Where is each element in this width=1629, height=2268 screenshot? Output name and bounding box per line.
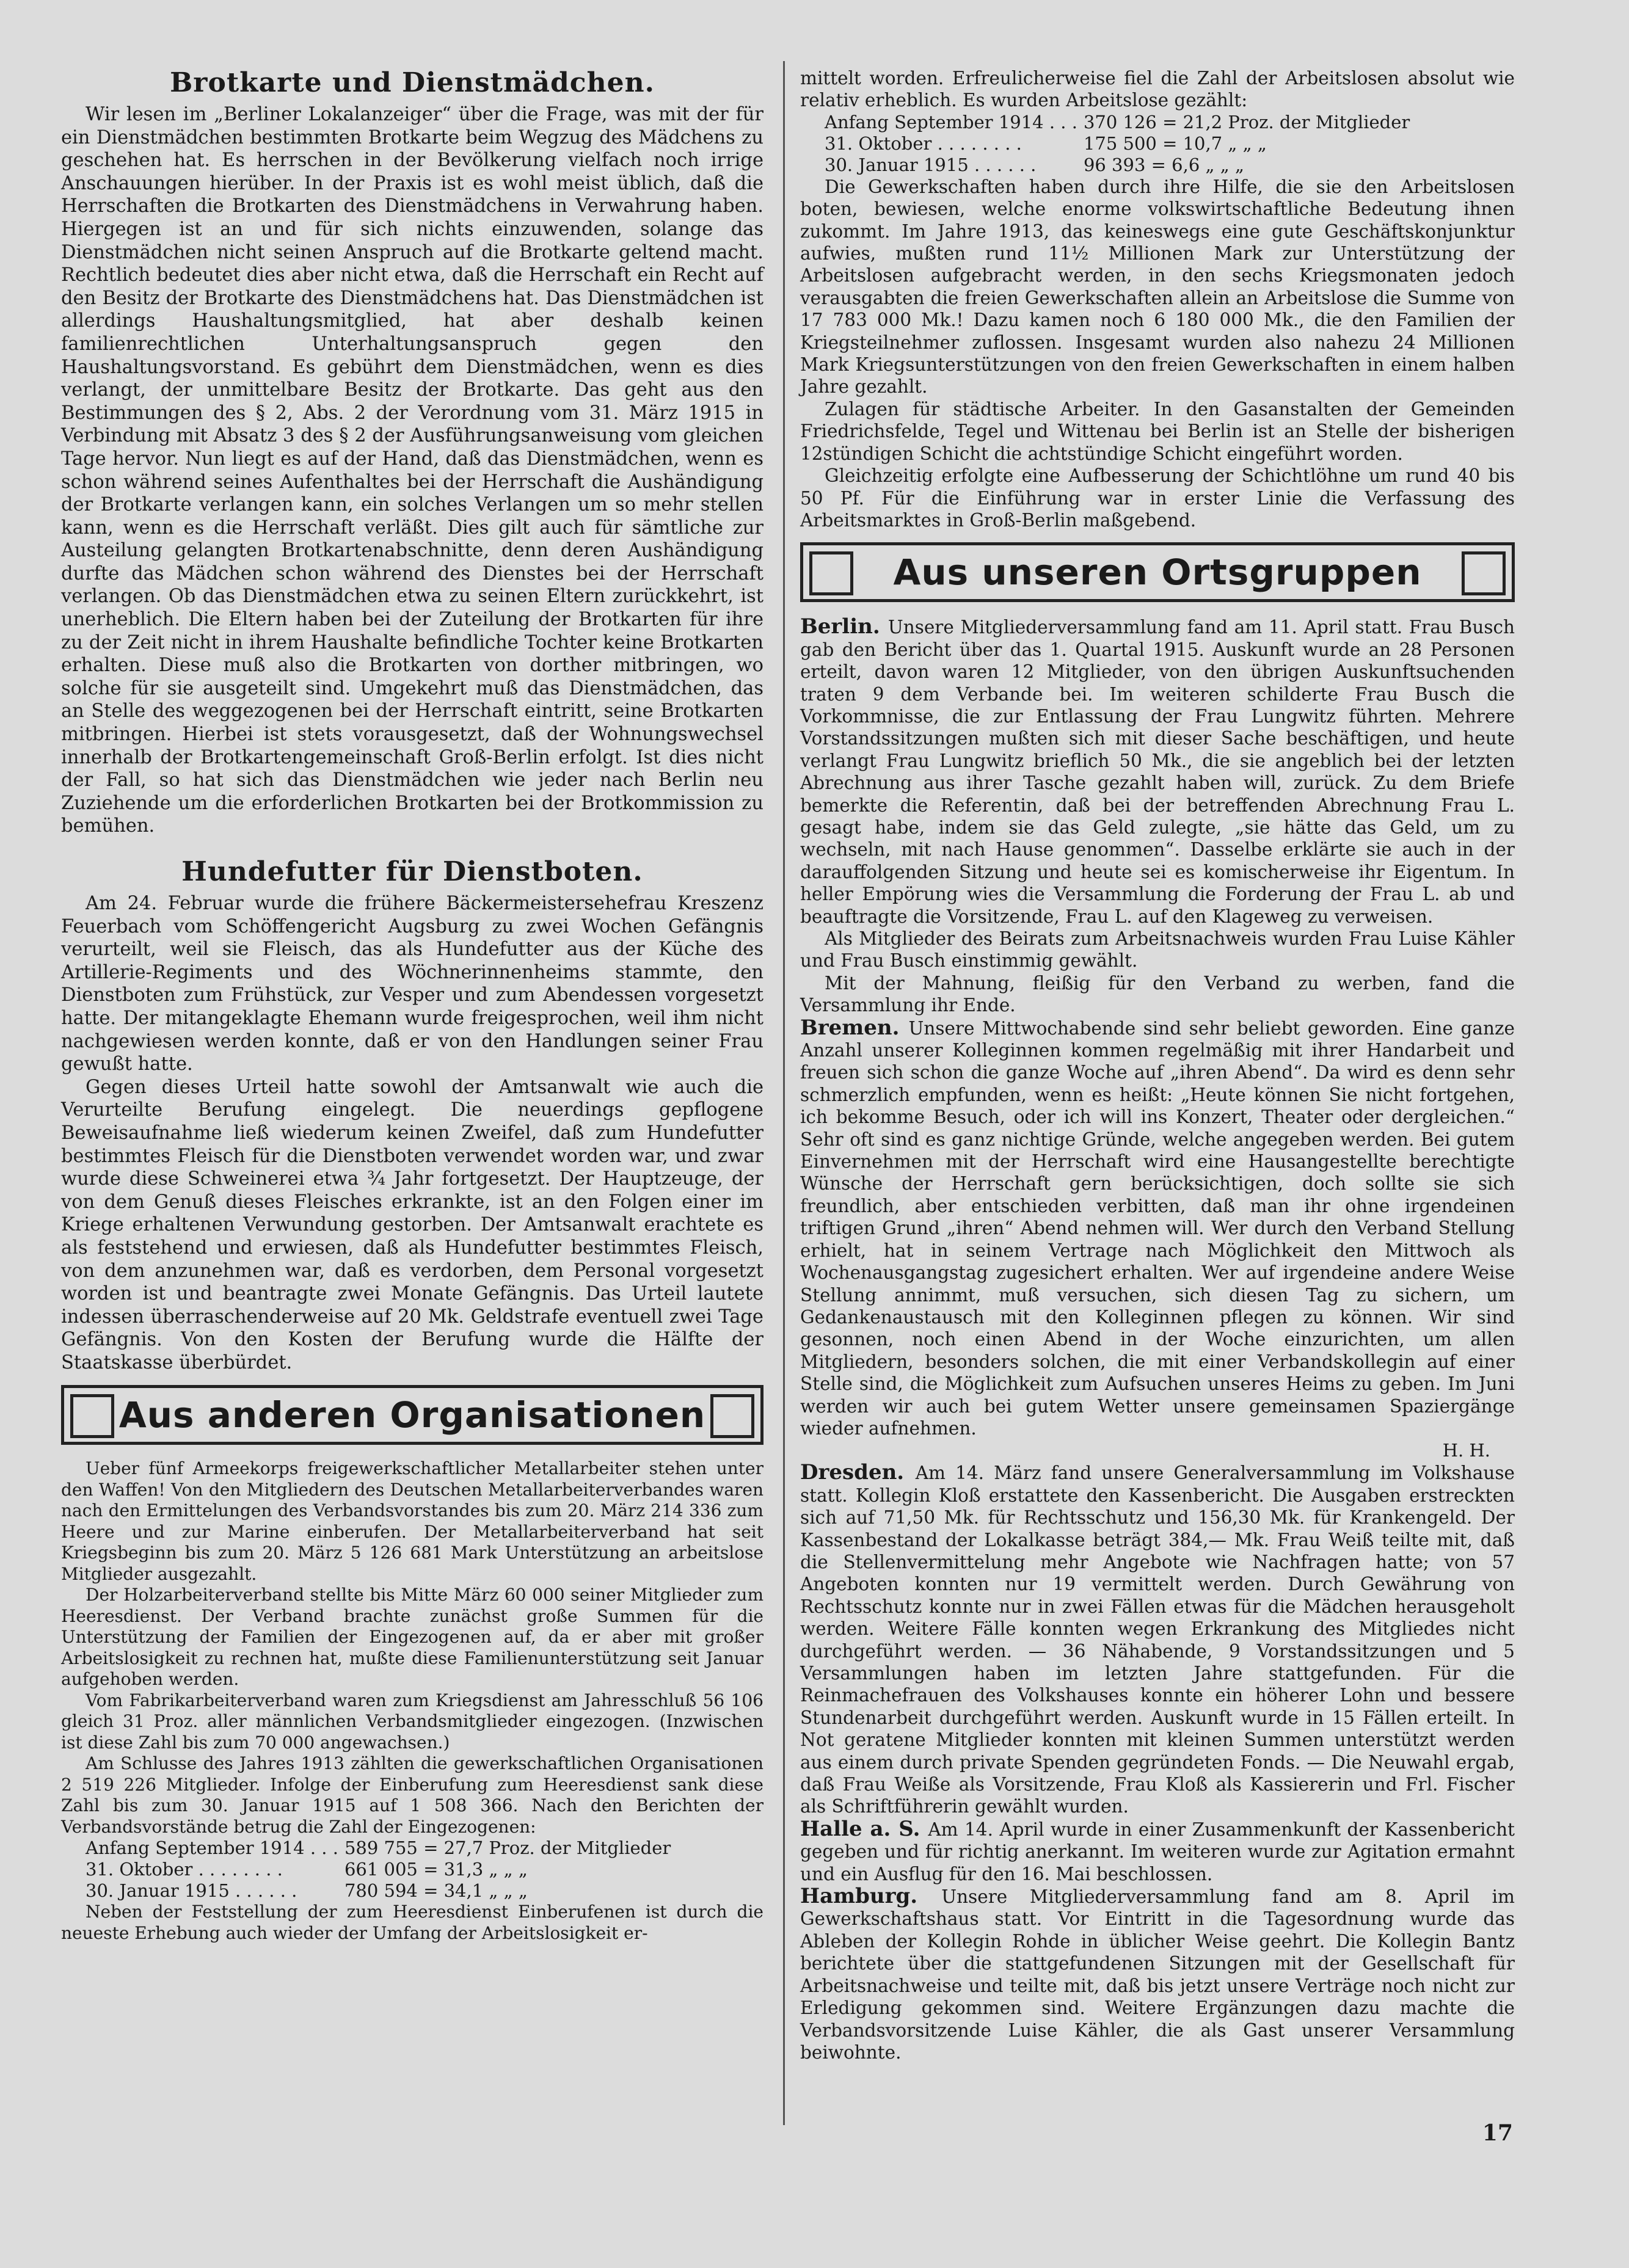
table-row bbox=[86, 1837, 677, 1859]
article-paragraph: Ueber fünf Armeekorps freigewerkschaftlicher Metallarbeiter stehen unter den Waffen! Von den Mitgliedern des Deutschen Metallarbeiterverbandes waren nach den Ermittelungen des Verbandsvorstandes bis zum 20. März 214 336 zum Heere und zur Marine einberufen. Der Metallarbeiterverband hat seit Kriegsbeginn bis zum 20. März 5 126 681 Mark Unterstützung an arbeitslose Mitglieder ausgezahlt. bbox=[61, 1458, 763, 1584]
article-title-hundefutter: Hundefutter für Dienstboten. bbox=[181, 856, 643, 887]
report-dresden bbox=[800, 1461, 1515, 1818]
signature-initials: H. H. bbox=[1442, 1440, 1490, 1461]
article-title-brotkarte: Brotkarte und Dienstmädchen. bbox=[170, 67, 655, 98]
place-heading: Berlin. bbox=[800, 614, 888, 639]
article-paragraph: Am Schlusse des Jahres 1913 zählten die gewerkschaftlichen Organisationen 2 519 226 Mitglieder. Infolge der Einberufung zum Heeresdienst sank diese Zahl bis zum 30. Januar 1915 auf 1 508 366. Nach den Berichten der Verbandsvorstände betrug die Zahl der Eingezogenen: bbox=[61, 1753, 763, 1837]
table-cell: 370 126 = 21,2 Proz. der Mitglieder bbox=[1083, 111, 1410, 133]
stats-table-eingezogene bbox=[86, 1837, 677, 1902]
table-cell: 31. Oktober . . . . . . . . bbox=[86, 1859, 283, 1880]
stats-table-arbeitslose bbox=[825, 112, 1416, 176]
table-cell: 31. Oktober . . . . . . . . bbox=[825, 133, 1022, 154]
table-row bbox=[86, 1859, 677, 1880]
place-heading: Bremen. bbox=[800, 1015, 909, 1040]
banner-title: Aus unseren Ortsgruppen bbox=[893, 551, 1422, 594]
report-text: Unsere Mitgliederversammlung fand am 8. April im Gewerkschaftshaus statt. Vor Eintritt in die Tagesordnung wurde das Ableben der Kollegin Rohde in üblicher Weise geehrt. Die Kollegin Bantz berichtete über die stattgefundenen Sitzungen mit der Gesellschaft für Arbeitsnachweise und teilte mit, daß bis jetzt unsere Verträge noch nicht zur Erledigung gekommen sind. Weitere Ergänzungen dazu machte die Verbandsvorsitzende Luise Kähler, die als Gast unserer Versammlung beiwohnte. bbox=[800, 1886, 1515, 2063]
org-news bbox=[61, 1458, 763, 1944]
article-paragraph: Zulagen für städtische Arbeiter. In den Gasanstalten der Gemeinden Friedrichsfelde, Tegel und Wittenau bei Berlin ist an Stelle der bisherigen 12stündigen Schicht die achtstündige Schicht eingeführt worden. bbox=[800, 398, 1515, 464]
left-column bbox=[61, 67, 763, 1944]
page-number: 17 bbox=[1482, 2120, 1513, 2146]
table-row bbox=[86, 1880, 677, 1902]
article-paragraph: Mit der Mahnung, fleißig für den Verband zu werben, fand die Versammlung ihr Ende. bbox=[800, 972, 1515, 1016]
table-cell: 96 393 = 6,6 „ „ „ bbox=[1083, 154, 1244, 175]
article-paragraph: Die Gewerkschaften haben durch ihre Hilfe, die sie den Arbeitslosen boten, bewiesen, welche enorme volkswirtschaftliche Bedeutung ihnen zukommt. Im Jahre 1913, das keineswegs eine gute Geschäftskonjunktur aufwies, mußten rund 11½ Millionen Mark zur Unterstützung der Arbeitslosen aufgebracht werden, in den sechs Kriegsmonaten jedoch verausgabten die freien Gewerkschaften allein an Arbeitslose die Summe von 17 783 000 Mk.! Dazu kamen noch 6 180 000 Mk., die den Familien der Kriegsteilnehmer zuflossen. Insgesamt wurden also nahezu 24 Millionen Mark Kriegsunterstützungen von den freien Gewerkschaften in einem halben Jahre gezahlt. bbox=[800, 176, 1515, 398]
table-cell: 175 500 = 10,7 „ „ „ bbox=[1083, 133, 1267, 154]
section-banner-ortsgruppen bbox=[800, 542, 1515, 602]
report-bremen bbox=[800, 1017, 1515, 1440]
article-paragraph: Der Holzarbeiterverband stellte bis Mitte März 60 000 seiner Mitglieder zum Heeresdienst. Der Verband brachte zunächst große Summen für die Unterstützung der Familien der Eingezogenen auf, da er aber mit großer Arbeitslosigkeit zu rechnen hat, mußte diese Familienunterstützung seit Januar aufgehoben werden. bbox=[61, 1585, 763, 1690]
table-cell: 30. Januar 1915 . . . . . . bbox=[825, 154, 1037, 175]
table-cell: Anfang September 1914 . . . bbox=[86, 1837, 338, 1859]
article-paragraph: Vom Fabrikarbeiterverband waren zum Kriegsdienst am Jahresschluß 56 106 gleich 31 Proz. aller männlichen Verbandsmitglieder eingezogen. (Inzwischen ist diese Zahl bis zum 70 000 angewachsen.) bbox=[61, 1690, 763, 1753]
article-paragraph: Am 24. Februar wurde die frühere Bäckermeistersehefrau Kreszenz Feuerbach vom Schöffengericht Augsburg zu zwei Wochen Gefängnis verurteilt, weil sie Fleisch, das als Hundefutter aus der Küche des Artillerie-Regiments und des Wöchnerinnenheims stammte, den Dienstboten zum Frühstück, zur Vesper und zum Abendessen vorgesetzt hatte. Der mitangeklagte Ehemann wurde freigesprochen, weil ihm nicht nachgewiesen werden konnte, daß er von den Handlungen seiner Frau gewußt hatte. bbox=[61, 893, 763, 1075]
report-hamburg bbox=[800, 1885, 1515, 2063]
section-banner-andere-organisationen bbox=[61, 1385, 763, 1445]
place-heading: Halle a. S. bbox=[800, 1816, 928, 1841]
report-text: Unsere Mitgliederversammlung fand am 11. April statt. Frau Busch gab den Bericht über das 1. Quartal 1915. Auskunft wurde an 28 Personen erteilt, davon waren 12 Mitglieder, von den übrigen Auskunftsuchenden traten 9 dem Verbande bei. Im weiteren schilderte Frau Busch die Vorkommnisse, die zur Entlassung der Frau Lungwitz führten. Mehrere Vorstandssitzungen mußten sich mit dieser Sache beschäftigen, und heute verlangt Frau Lungwitz brieflich 50 Mk., die sie angeblich bei der letzten Abrechnung aus ihrer Tasche gezahlt haben will, zurück. Zu dem Briefe bemerkte die Referentin, daß bei der betreffenden Abrechnung Frau L. gesagt habe, indem sie das Geld zulegte, „sie hätte das Geld, um zu wechseln, mit nach Hause genommen“. Dasselbe erklärte sie auch in der darauffolgenden Sitzung und heute sei es komischerweise ihr Eigentum. In heller Empörung wies die Versammlung die Forderung der Frau L. ab und beauftragte die Vorsitzende, Frau L. auf den Klageweg zu verweisen. bbox=[800, 617, 1515, 927]
table-cell: 30. Januar 1915 . . . . . . bbox=[86, 1880, 297, 1902]
column-divider bbox=[783, 61, 785, 2125]
report-text: Unsere Mittwochabende sind sehr beliebt geworden. Eine ganze Anzahl unserer Kolleginnen kommen regelmäßig mit ihrer Handarbeit und freuen sich schon die ganze Woche auf „ihren Abend“. Da wird es denn sehr schmerzlich empfunden, wenn es heißt: „Heute können Sie nicht fortgehen, ich bekomme Besuch, oder ich will ins Konzert, Theater oder dergleichen.“ Sehr oft sind es ganz nichtige Gründe, welche angegeben werden. Bei gutem Einvernehmen mit der Herrschaft wird eine Hausangestellte berechtigte Wünsche der Herrschaft gern berücksichtigen, doch sollte sie sich freundlich, aber entschieden verbitten, daß man ihr ohne irgendeinen triftigen Grund „ihren“ Abend nehmen will. Wer durch den Verband Stellung erhielt, hat in seinem Vertrage nach Möglichkeit den Mittwoch als Wochenausgangstag zugesichert erhalten. Wer auf irgendeine andere Weise Stellung annimmt, muß versuchen, sich diesen Tag zu sichern, um Gedankenaustausch mit den Kolleginnen pflegen zu können. Wir sind gesonnen, noch einen Abend in der Woche einzurichten, um allen Mitgliedern, besonders solchen, die mit einer Verbandskollegin auf einer Stelle sind, die Möglichkeit zum Aufsuchen unseres Heims zu geben. Im Juni werden wir auch bei gutem Wetter unsere gemeinsamen Spaziergänge wieder aufnehmen. bbox=[800, 1017, 1515, 1439]
table-cell: Anfang September 1914 . . . bbox=[825, 111, 1077, 133]
report-halle bbox=[800, 1818, 1515, 1885]
report-berlin bbox=[800, 616, 1515, 928]
article-paragraph: Gleichzeitig erfolgte eine Aufbesserung der Schichtlöhne um rund 40 bis 50 Pf. Für die Einführung war in erster Linie die Verfassung des Arbeitsmarktes in Groß-Berlin maßgebend. bbox=[800, 465, 1515, 531]
article-paragraph: Neben der Feststellung der zum Heeresdienst Einberufenen ist durch die neueste Erhebung auch wieder der Umfang der Arbeitslosigkeit er- bbox=[61, 1902, 763, 1943]
article-body-brotkarte: Wir lesen im „Berliner Lokalanzeiger“ über die Frage, was mit der für ein Dienstmädchen bestimmten Brotkarte beim Wegzug des Mädchens zu geschehen hat. Es herrschen in der Bevölkerung vielfach noch irrige Anschauungen hierüber. In der Praxis ist es wohl meist üblich, daß die Herrschaften die Brotkarten des Dienstmädchens in Verwahrung haben. Hiergegen ist an und für sich nichts einzuwenden, solange das Dienstmädchen nicht seinen Anspruch auf die Brotkarte geltend macht. Rechtlich bedeutet dies aber nicht etwa, daß die Herrschaft ein Recht auf den Besitz der Brotkarte des Dienstmädchens hat. Das Dienstmädchen ist allerdings Haushaltungsmitglied, hat aber deshalb keinen familienrechtlichen Unterhaltungsanspruch gegen den Haushaltungsvorstand. Es gebührt dem Dienstmädchen, wenn es dies verlangt, der unmittelbare Besitz der Brotkarte. Das geht aus den Bestimmungen des § 2, Abs. 2 der Verordnung vom 31. März 1915 in Verbindung mit Absatz 3 des § 2 der Ausführungsanweisung vom gleichen Tage hervor. Nun liegt es auf der Hand, daß das Dienstmädchen, wenn es schon während seines Aufenthaltes bei der Herrschaft die Aushändigung der Brotkarte verlangen kann, ein solches Verlangen um so mehr stellen kann, wenn es die Herrschaft verläßt. Dies gilt auch für sämtliche zur Austeilung gelangten Brotkartenabschnitte, denn deren Aushändigung durfte das Mädchen schon während des Dienstes bei der Herrschaft verlangen. Ob das Dienstmädchen etwa zu seinen Eltern zurückkehrt, ist unerheblich. Die Eltern haben bei der Zuteilung der Brotkarten für ihre zu der Zeit nicht in ihrem Haushalte befindliche Tochter keine Brotkarten erhalten. Diese muß also die Brotkarten von dorther mitbringen, wo solche für sie ausgeteilt sind. Umgekehrt muß das Dienstmädchen, das an Stelle des weggezogenen bei der Herrschaft eintritt, seine Brotkarten mitbringen. Hierbei ist stets vorausgesetzt, daß der Wohnungswechsel innerhalb der Brotkartengemeinschaft Groß-Berlin erfolgt. Ist dies nicht der Fall, so hat sich das Dienstmädchen wie jeder nach Berlin neu Zuziehende um die erforderlichen Brotkarten bei der Brotkommission zu bemühen. bbox=[61, 104, 763, 837]
table-cell: 661 005 = 31,3 „ „ „ bbox=[344, 1859, 528, 1880]
place-heading: Dresden. bbox=[800, 1460, 916, 1485]
table-row bbox=[825, 133, 1416, 154]
banner-box-ornament bbox=[1462, 551, 1506, 595]
banner-title: Aus anderen Organisationen bbox=[118, 1394, 706, 1436]
report-text: Am 14. April wurde in einer Zusammenkunft der Kassenbericht gegeben und für richtig anerkannt. Im weiteren wurde zur Agitation ermahnt und ein Ausflug für den 16. Mai beschlossen. bbox=[800, 1819, 1515, 1885]
banner-box-ornament bbox=[809, 551, 853, 595]
table-row bbox=[825, 154, 1416, 176]
place-heading: Hamburg. bbox=[800, 1884, 942, 1909]
table-cell: 780 594 = 34,1 „ „ „ bbox=[344, 1880, 528, 1902]
banner-box-ornament bbox=[70, 1394, 114, 1438]
article-paragraph: Als Mitglieder des Beirats zum Arbeitsnachweis wurden Frau Luise Kähler und Frau Busch einstimmig gewählt. bbox=[800, 928, 1515, 972]
report-text: Am 14. März fand unsere Generalversammlung im Volkshause statt. Kollegin Kloß erstattete den Kassenbericht. Die Ausgaben erstreckten sich auf 71,50 Mk. für Rechtsschutz und 156,30 Mk. für Krankengeld. Der Kassenbestand der Lokalkasse beträgt 384,— Mk. Frau Weiß teilte mit, daß die Stellenvermittelung mehr Angebote wie Nachfragen hatte; von 57 Angeboten konnten nur 19 vermittelt werden. Durch Gewährung von Rechtsschutz konnte nur in zwei Fällen etwas für die Mädchen herausgeholt werden. Weitere Fälle konnten wegen Erkrankung des Mitgliedes nicht durchgeführt werden. — 36 Nähabende, 9 Vorstandssitzungen und 5 Versammlungen haben im letzten Jahre stattgefunden. Für die Reinmachefrauen des Volkshauses konnte ein höherer Lohn und bessere Stundenarbeit durchgeführt werden. Auskunft wurde in 15 Fällen erteilt. In Not geratene Mitglieder konnten mit kleinen Summen unterstützt werden aus einem durch private Spenden gegründeten Fonds. — Die Neuwahl ergab, daß Frau Weiße als Vorsitzende, Frau Kloß als Kassiererin und Frl. Fischer als Schriftführerin gewählt wurden. bbox=[800, 1463, 1515, 1817]
table-row bbox=[825, 112, 1416, 133]
banner-box-ornament bbox=[710, 1394, 754, 1438]
article-paragraph: mittelt worden. Erfreulicherweise fiel die Zahl der Arbeitslosen absolut wie relativ erheblich. Es wurden Arbeitslose gezählt: bbox=[800, 68, 1515, 111]
right-column bbox=[800, 67, 1515, 2063]
table-cell: 589 755 = 27,7 Proz. der Mitglieder bbox=[344, 1837, 671, 1859]
article-paragraph: Gegen dieses Urteil hatte sowohl der Amtsanwalt wie auch die Verurteilte Berufung eingelegt. Die neuerdings gepflogene Beweisaufnahme ließ wiederum keinen Zweifel, daß zum Hundefutter bestimmtes Fleisch für die Dienstboten verwendet worden war, und zwar wurde diese Schweinerei etwa ¾ Jahr fortgesetzt. Der Hauptzeuge, der von dem Genuß dieses Fleisches erkrankte, ist an den Folgen einer im Kriege erhaltenen Verwundung gestorben. Der Amtsanwalt erachtete es als feststehend und erwiesen, daß als Hundefutter bestimmtes Fleisch, von dem anzunehmen war, daß es verdorben, dem Personal vorgesetzt worden ist und beantragte zwei Monate Gefängnis. Das Urteil lautete indessen überraschenderweise auf 20 Mk. Geldstrafe eventuell zwei Tage Gefängnis. Von den Kosten der Berufung wurde die Hälfte der Staatskasse überbürdet. bbox=[61, 1076, 763, 1373]
